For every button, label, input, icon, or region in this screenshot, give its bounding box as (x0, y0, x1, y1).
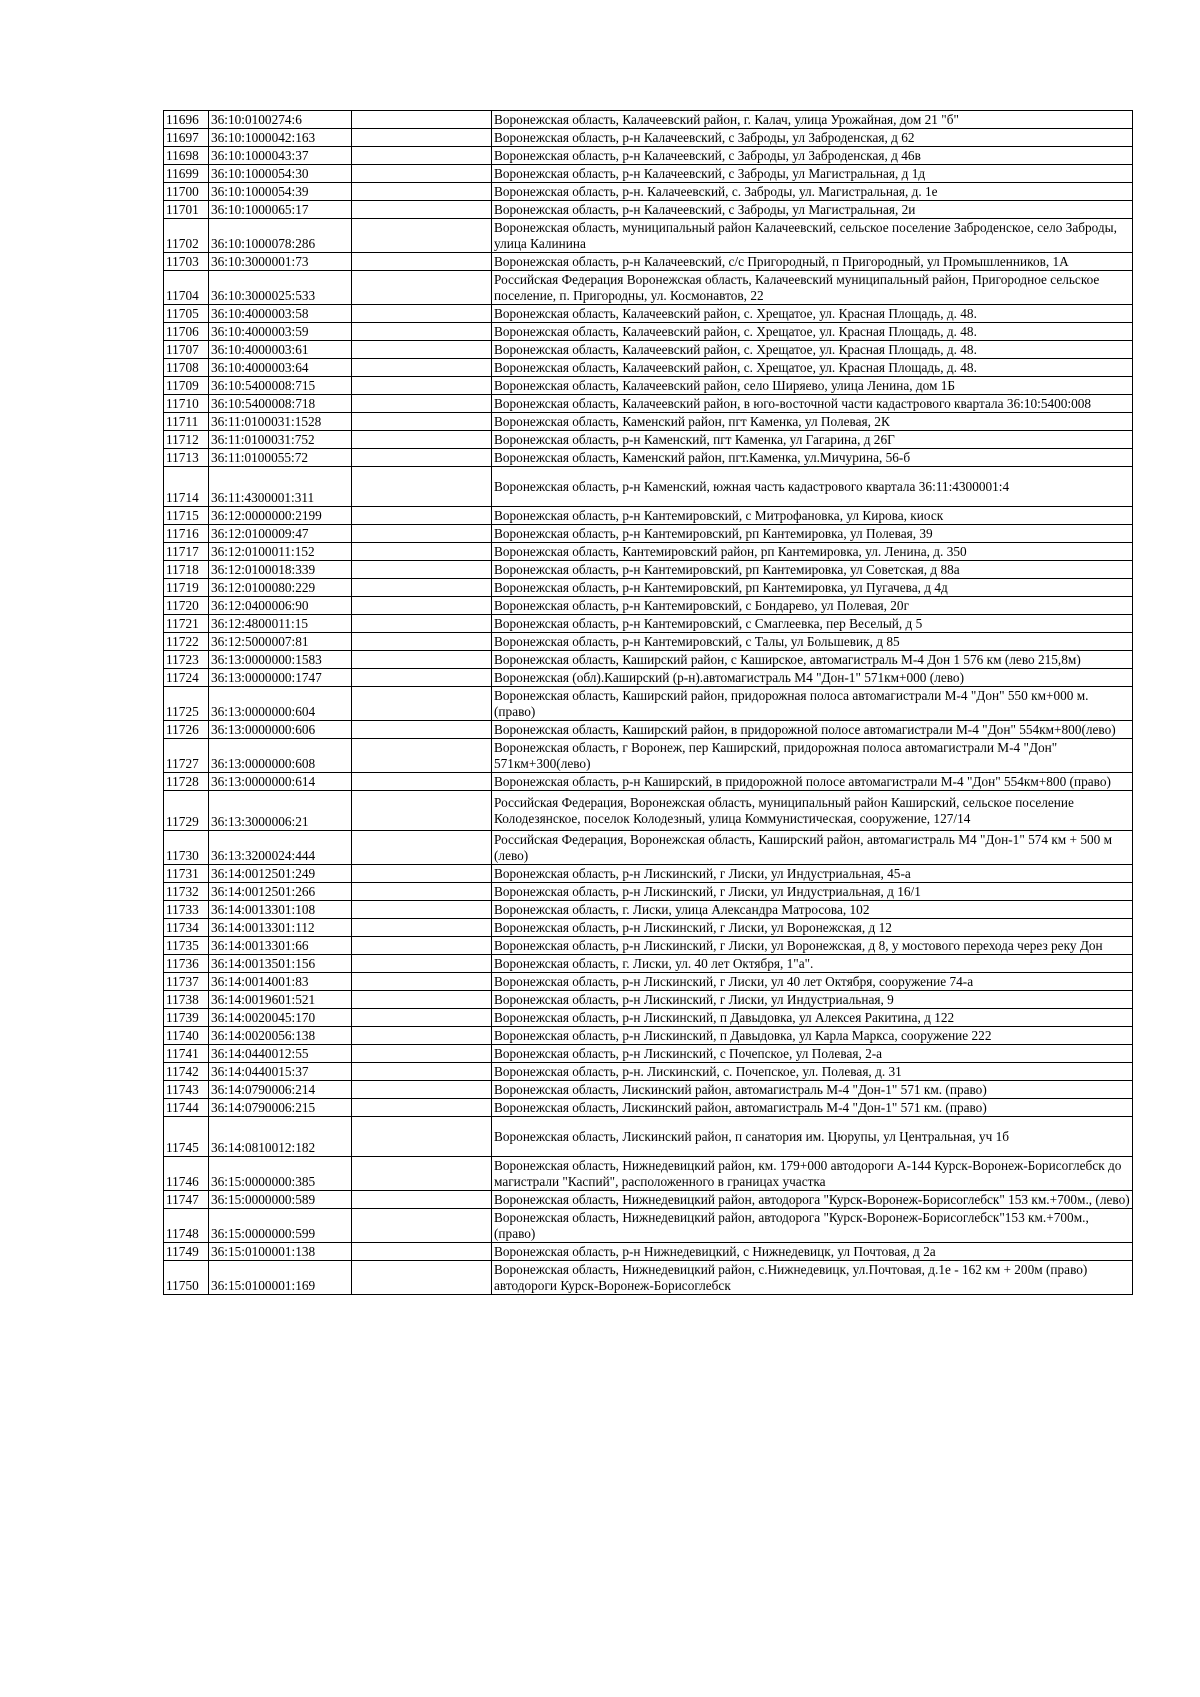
row-number-cell: 11733 (164, 901, 209, 919)
row-number-cell: 11720 (164, 597, 209, 615)
cadastral-number-cell: 36:12:0100011:152 (209, 543, 352, 561)
table-row (164, 1027, 1133, 1045)
table-row (164, 1009, 1133, 1027)
address-cell: Воронежская область, р-н Кантемировский, рп Кантемировка, ул Полевая, 39 (492, 525, 1133, 543)
row-number-cell: 11746 (164, 1157, 209, 1191)
row-number-cell: 11706 (164, 323, 209, 341)
address-cell: Воронежская область, Калачеевский район, с. Хрещатое, ул. Красная Площадь, д. 48. (492, 359, 1133, 377)
cadastral-number-cell: 36:10:0100274:6 (209, 111, 352, 129)
address-cell: Российская Федерация, Воронежская область, муниципальный район Каширский, сельское поселение Колодезянское, поселок Колодезный, улица Коммунистическая, сооружение, 127/14 (492, 791, 1133, 831)
empty-cell (352, 597, 492, 615)
address-cell: Воронежская область, Лискинский район, п санатория им. Цюрупы, ул Центральная, уч 1б (492, 1117, 1133, 1157)
cadastral-number-cell: 36:11:0100055:72 (209, 449, 352, 467)
row-number-cell: 11713 (164, 449, 209, 467)
empty-cell (352, 341, 492, 359)
address-cell: Воронежская область, р-н Кантемировский, рп Кантемировка, ул Пугачева, д 4д (492, 579, 1133, 597)
address-cell: Воронежская область, г. Лиски, улица Александра Матросова, 102 (492, 901, 1133, 919)
address-cell: Воронежская область, р-н Лискинский, с Почепское, ул Полевая, 2-а (492, 1045, 1133, 1063)
empty-cell (352, 721, 492, 739)
empty-cell (352, 669, 492, 687)
cadastral-number-cell: 36:14:0020045:170 (209, 1009, 352, 1027)
row-number-cell: 11718 (164, 561, 209, 579)
address-cell: Воронежская область, р-н Лискинский, г Лиски, ул Индустриальная, д 16/1 (492, 883, 1133, 901)
address-cell: Воронежская область, Каменский район, пгт.Каменка, ул.Мичурина, 56-б (492, 449, 1133, 467)
cadastral-number-cell: 36:12:0400006:90 (209, 597, 352, 615)
cadastral-number-cell: 36:13:3000006:21 (209, 791, 352, 831)
table-row (164, 271, 1133, 305)
empty-cell (352, 739, 492, 773)
cadastral-number-cell: 36:10:1000054:30 (209, 165, 352, 183)
empty-cell (352, 973, 492, 991)
row-number-cell: 11745 (164, 1117, 209, 1157)
empty-cell (352, 773, 492, 791)
row-number-cell: 11737 (164, 973, 209, 991)
address-cell: Воронежская область, Лискинский район, автомагистраль М-4 "Дон-1" 571 км. (право) (492, 1099, 1133, 1117)
table-row (164, 449, 1133, 467)
cadastral-number-cell: 36:13:0000000:614 (209, 773, 352, 791)
address-cell: Воронежская область, р-н Лискинский, г Лиски, ул 40 лет Октября, сооружение 74-а (492, 973, 1133, 991)
row-number-cell: 11707 (164, 341, 209, 359)
empty-cell (352, 831, 492, 865)
address-cell: Воронежская область, Нижнедевицкий район, автодорога "Курск-Воронеж-Борисоглебск" 153 км.+700м., (лево) (492, 1191, 1133, 1209)
empty-cell (352, 1009, 492, 1027)
cadastral-number-cell: 36:10:1000043:37 (209, 147, 352, 165)
table-row (164, 377, 1133, 395)
table-row (164, 721, 1133, 739)
table-row (164, 525, 1133, 543)
row-number-cell: 11729 (164, 791, 209, 831)
table-row (164, 305, 1133, 323)
address-cell: Воронежская область, р-н Калачеевский, с Заброды, ул Магистральная, 2и (492, 201, 1133, 219)
table-row (164, 831, 1133, 865)
table-row (164, 773, 1133, 791)
row-number-cell: 11697 (164, 129, 209, 147)
cadastral-number-cell: 36:15:0100001:138 (209, 1243, 352, 1261)
address-cell: Воронежская область, р-н Калачеевский, с Заброды, ул Заброденская, д 62 (492, 129, 1133, 147)
table-row (164, 579, 1133, 597)
empty-cell (352, 1081, 492, 1099)
table-row (164, 413, 1133, 431)
row-number-cell: 11742 (164, 1063, 209, 1081)
cadastral-number-cell: 36:14:0790006:214 (209, 1081, 352, 1099)
cadastral-number-cell: 36:12:0100009:47 (209, 525, 352, 543)
empty-cell (352, 1117, 492, 1157)
cadastral-number-cell: 36:14:0440015:37 (209, 1063, 352, 1081)
row-number-cell: 11710 (164, 395, 209, 413)
table-row (164, 359, 1133, 377)
empty-cell (352, 449, 492, 467)
cadastral-number-cell: 36:13:0000000:604 (209, 687, 352, 721)
table-row (164, 201, 1133, 219)
row-number-cell: 11731 (164, 865, 209, 883)
empty-cell (352, 377, 492, 395)
table-row (164, 1157, 1133, 1191)
table-row (164, 323, 1133, 341)
table-row (164, 341, 1133, 359)
row-number-cell: 11734 (164, 919, 209, 937)
table-row (164, 1261, 1133, 1295)
table-row (164, 1081, 1133, 1099)
table-row (164, 973, 1133, 991)
row-number-cell: 11712 (164, 431, 209, 449)
cadastral-number-cell: 36:14:0020056:138 (209, 1027, 352, 1045)
table-row (164, 165, 1133, 183)
address-cell: Воронежская область, р-н Лискинский, г Лиски, ул Индустриальная, 45-а (492, 865, 1133, 883)
address-cell: Воронежская область, р-н Кантемировский, с Бондарево, ул Полевая, 20г (492, 597, 1133, 615)
empty-cell (352, 615, 492, 633)
cadastral-number-cell: 36:10:3000001:73 (209, 253, 352, 271)
address-cell: Воронежская область, р-н Лискинский, г Лиски, ул Воронежская, д 8, у мостового перехода через реку Дон (492, 937, 1133, 955)
empty-cell (352, 507, 492, 525)
row-number-cell: 11730 (164, 831, 209, 865)
table-row (164, 147, 1133, 165)
cadastral-number-cell: 36:10:5400008:715 (209, 377, 352, 395)
empty-cell (352, 253, 492, 271)
address-cell: Воронежская область, Нижнедевицкий район, км. 179+000 автодороги А-144 Курск-Воронеж-Борисоглебск до магистрали "Каспий", расположенного в границах участка (492, 1157, 1133, 1191)
cadastral-number-cell: 36:14:0013301:108 (209, 901, 352, 919)
empty-cell (352, 1045, 492, 1063)
empty-cell (352, 1099, 492, 1117)
cadastral-number-cell: 36:14:0013301:112 (209, 919, 352, 937)
cadastral-number-cell: 36:10:1000054:39 (209, 183, 352, 201)
address-cell: Воронежская область, Калачеевский район, г. Калач, улица Урожайная, дом 21 "б" (492, 111, 1133, 129)
row-number-cell: 11724 (164, 669, 209, 687)
address-cell: Воронежская область, Каменский район, пгт Каменка, ул Полевая, 2К (492, 413, 1133, 431)
row-number-cell: 11726 (164, 721, 209, 739)
empty-cell (352, 919, 492, 937)
row-number-cell: 11722 (164, 633, 209, 651)
empty-cell (352, 147, 492, 165)
cadastral-number-cell: 36:15:0100001:169 (209, 1261, 352, 1295)
cadastral-number-cell: 36:15:0000000:385 (209, 1157, 352, 1191)
address-cell: Воронежская область, р-н Кантемировский, с Смаглеевка, пер Веселый, д 5 (492, 615, 1133, 633)
empty-cell (352, 413, 492, 431)
address-cell: Воронежская (обл).Каширский (р-н).автомагистраль М4 "Дон-1" 571км+000 (лево) (492, 669, 1133, 687)
address-cell: Воронежская область, муниципальный район Калачеевский, сельское поселение Заброденское, село Заброды, улица Калинина (492, 219, 1133, 253)
empty-cell (352, 901, 492, 919)
cadastral-number-cell: 36:14:0012501:266 (209, 883, 352, 901)
address-cell: Воронежская область, р-н Лискинский, г Лиски, ул Воронежская, д 12 (492, 919, 1133, 937)
empty-cell (352, 201, 492, 219)
cadastral-number-cell: 36:10:4000003:58 (209, 305, 352, 323)
row-number-cell: 11715 (164, 507, 209, 525)
empty-cell (352, 865, 492, 883)
row-number-cell: 11705 (164, 305, 209, 323)
table-row (164, 129, 1133, 147)
table-row (164, 687, 1133, 721)
address-cell: Воронежская область, р-н. Калачеевский, с. Заброды, ул. Магистральная, д. 1е (492, 183, 1133, 201)
address-cell: Воронежская область, Калачеевский район, село Ширяево, улица Ленина, дом 1Б (492, 377, 1133, 395)
row-number-cell: 11711 (164, 413, 209, 431)
row-number-cell: 11725 (164, 687, 209, 721)
row-number-cell: 11696 (164, 111, 209, 129)
address-cell: Российская Федерация Воронежская область, Калачеевский муниципальный район, Пригородное сельское поселение, п. Пригородны, ул. Космонавтов, 22 (492, 271, 1133, 305)
cadastral-number-cell: 36:14:0019601:521 (209, 991, 352, 1009)
address-cell: Воронежская область, р-н Калачеевский, с Заброды, ул Магистральная, д 1д (492, 165, 1133, 183)
empty-cell (352, 1209, 492, 1243)
address-cell: Воронежская область, Калачеевский район, с. Хрещатое, ул. Красная Площадь, д. 48. (492, 341, 1133, 359)
address-cell: Воронежская область, р-н Калачеевский, с/с Пригородный, п Пригородный, ул Промышленников, 1А (492, 253, 1133, 271)
row-number-cell: 11735 (164, 937, 209, 955)
address-cell: Воронежская область, Кантемировский район, рп Кантемировка, ул. Ленина, д. 350 (492, 543, 1133, 561)
row-number-cell: 11719 (164, 579, 209, 597)
address-cell: Воронежская область, Нижнедевицкий район, с.Нижнедевицк, ул.Почтовая, д.1е - 162 км + 200м (право) автодороги Курск-Воронеж-Борисоглебск (492, 1261, 1133, 1295)
table-row (164, 111, 1133, 129)
address-cell: Воронежская область, р-н Каменский, пгт Каменка, ул Гагарина, д 26Г (492, 431, 1133, 449)
empty-cell (352, 791, 492, 831)
table-row (164, 955, 1133, 973)
cadastral-number-cell: 36:14:0013301:66 (209, 937, 352, 955)
empty-cell (352, 955, 492, 973)
row-number-cell: 11739 (164, 1009, 209, 1027)
registry-table (163, 110, 1133, 1295)
address-cell: Воронежская область, р-н Лискинский, г Лиски, ул Индустриальная, 9 (492, 991, 1133, 1009)
cadastral-number-cell: 36:15:0000000:589 (209, 1191, 352, 1209)
table-row (164, 395, 1133, 413)
address-cell: Воронежская область, р-н Каширский, в придорожной полосе автомагистрали М-4 "Дон" 554км+800 (право) (492, 773, 1133, 791)
address-cell: Воронежская область, р-н Кантемировский, рп Кантемировка, ул Советская, д 88а (492, 561, 1133, 579)
address-cell: Воронежская область, р-н Калачеевский, с Заброды, ул Заброденская, д 46в (492, 147, 1133, 165)
empty-cell (352, 883, 492, 901)
cadastral-number-cell: 36:10:1000078:286 (209, 219, 352, 253)
row-number-cell: 11723 (164, 651, 209, 669)
address-cell: Воронежская область, р-н Каменский, южная часть кадастрового квартала 36:11:4300001:4 (492, 467, 1133, 507)
address-cell: Воронежская область, Каширский район, в придорожной полосе автомагистрали М-4 "Дон" 554км+800(лево) (492, 721, 1133, 739)
address-cell: Воронежская область, г Воронеж, пер Каширский, придорожная полоса автомагистрали М-4 "Дон" 571км+300(лево) (492, 739, 1133, 773)
empty-cell (352, 305, 492, 323)
empty-cell (352, 1027, 492, 1045)
row-number-cell: 11750 (164, 1261, 209, 1295)
row-number-cell: 11728 (164, 773, 209, 791)
empty-cell (352, 219, 492, 253)
table-row (164, 1099, 1133, 1117)
empty-cell (352, 525, 492, 543)
empty-cell (352, 561, 492, 579)
empty-cell (352, 1243, 492, 1261)
cadastral-number-cell: 36:10:3000025:533 (209, 271, 352, 305)
cadastral-number-cell: 36:10:4000003:64 (209, 359, 352, 377)
cadastral-number-cell: 36:14:0790006:215 (209, 1099, 352, 1117)
address-cell: Воронежская область, Калачеевский район, с. Хрещатое, ул. Красная Площадь, д. 48. (492, 323, 1133, 341)
empty-cell (352, 579, 492, 597)
table-row (164, 937, 1133, 955)
empty-cell (352, 165, 492, 183)
address-cell: Воронежская область, Каширский район, с Каширское, автомагистраль М-4 Дон 1 576 км (лево 215,8м) (492, 651, 1133, 669)
empty-cell (352, 991, 492, 1009)
cadastral-number-cell: 36:14:0440012:55 (209, 1045, 352, 1063)
table-row (164, 1243, 1133, 1261)
address-cell: Воронежская область, р-н Кантемировский, с Талы, ул Большевик, д 85 (492, 633, 1133, 651)
cadastral-number-cell: 36:14:0810012:182 (209, 1117, 352, 1157)
table-row (164, 615, 1133, 633)
row-number-cell: 11717 (164, 543, 209, 561)
cadastral-number-cell: 36:13:0000000:608 (209, 739, 352, 773)
cadastral-number-cell: 36:12:0000000:2199 (209, 507, 352, 525)
table-row (164, 219, 1133, 253)
empty-cell (352, 359, 492, 377)
address-cell: Российская Федерация, Воронежская область, Каширский район, автомагистраль М4 "Дон-1" 574 км + 500 м (лево) (492, 831, 1133, 865)
address-cell: Воронежская область, р-н Лискинский, п Давыдовка, ул Алексея Ракитина, д 122 (492, 1009, 1133, 1027)
table-row (164, 183, 1133, 201)
cadastral-number-cell: 36:10:4000003:59 (209, 323, 352, 341)
address-cell: Воронежская область, р-н Лискинский, п Давыдовка, ул Карла Маркса, сооружение 222 (492, 1027, 1133, 1045)
table-row (164, 543, 1133, 561)
table-row (164, 431, 1133, 449)
empty-cell (352, 651, 492, 669)
table-row (164, 651, 1133, 669)
row-number-cell: 11749 (164, 1243, 209, 1261)
cadastral-number-cell: 36:14:0014001:83 (209, 973, 352, 991)
table-row (164, 991, 1133, 1009)
cadastral-number-cell: 36:11:0100031:752 (209, 431, 352, 449)
address-cell: Воронежская область, Каширский район, придорожная полоса автомагистрали М-4 "Дон" 550 км+000 м. (право) (492, 687, 1133, 721)
row-number-cell: 11732 (164, 883, 209, 901)
table-row (164, 865, 1133, 883)
row-number-cell: 11700 (164, 183, 209, 201)
empty-cell (352, 431, 492, 449)
table-row (164, 669, 1133, 687)
empty-cell (352, 129, 492, 147)
empty-cell (352, 323, 492, 341)
table-row (164, 1209, 1133, 1243)
cadastral-number-cell: 36:13:3200024:444 (209, 831, 352, 865)
table-row (164, 791, 1133, 831)
table-row (164, 507, 1133, 525)
row-number-cell: 11721 (164, 615, 209, 633)
row-number-cell: 11699 (164, 165, 209, 183)
table-row (164, 1045, 1133, 1063)
table-row (164, 467, 1133, 507)
empty-cell (352, 1191, 492, 1209)
table-row (164, 597, 1133, 615)
cadastral-number-cell: 36:10:4000003:61 (209, 341, 352, 359)
cadastral-number-cell: 36:13:0000000:1583 (209, 651, 352, 669)
cadastral-number-cell: 36:12:0100018:339 (209, 561, 352, 579)
cadastral-number-cell: 36:12:4800011:15 (209, 615, 352, 633)
empty-cell (352, 467, 492, 507)
row-number-cell: 11744 (164, 1099, 209, 1117)
row-number-cell: 11748 (164, 1209, 209, 1243)
cadastral-number-cell: 36:10:1000065:17 (209, 201, 352, 219)
cadastral-number-cell: 36:15:0000000:599 (209, 1209, 352, 1243)
address-cell: Воронежская область, Нижнедевицкий район, автодорога "Курск-Воронеж-Борисоглебск"153 км.+700м., (право) (492, 1209, 1133, 1243)
table-row (164, 633, 1133, 651)
row-number-cell: 11738 (164, 991, 209, 1009)
cadastral-number-cell: 36:10:5400008:718 (209, 395, 352, 413)
address-cell: Воронежская область, г. Лиски, ул. 40 лет Октября, 1"а". (492, 955, 1133, 973)
address-cell: Воронежская область, р-н. Лискинский, с. Почепское, ул. Полевая, д. 31 (492, 1063, 1133, 1081)
table-row (164, 919, 1133, 937)
table-row (164, 883, 1133, 901)
cadastral-number-cell: 36:10:1000042:163 (209, 129, 352, 147)
empty-cell (352, 1063, 492, 1081)
row-number-cell: 11703 (164, 253, 209, 271)
table-row (164, 1117, 1133, 1157)
empty-cell (352, 1261, 492, 1295)
row-number-cell: 11698 (164, 147, 209, 165)
row-number-cell: 11736 (164, 955, 209, 973)
empty-cell (352, 543, 492, 561)
cadastral-number-cell: 36:14:0013501:156 (209, 955, 352, 973)
cadastral-number-cell: 36:11:4300001:311 (209, 467, 352, 507)
row-number-cell: 11708 (164, 359, 209, 377)
row-number-cell: 11741 (164, 1045, 209, 1063)
empty-cell (352, 1157, 492, 1191)
row-number-cell: 11704 (164, 271, 209, 305)
empty-cell (352, 687, 492, 721)
empty-cell (352, 111, 492, 129)
table-row (164, 561, 1133, 579)
row-number-cell: 11709 (164, 377, 209, 395)
row-number-cell: 11701 (164, 201, 209, 219)
table-row (164, 901, 1133, 919)
table-row (164, 253, 1133, 271)
address-cell: Воронежская область, р-н Нижнедевицкий, с Нижнедевицк, ул Почтовая, д 2а (492, 1243, 1133, 1261)
row-number-cell: 11716 (164, 525, 209, 543)
empty-cell (352, 183, 492, 201)
empty-cell (352, 395, 492, 413)
row-number-cell: 11727 (164, 739, 209, 773)
cadastral-number-cell: 36:11:0100031:1528 (209, 413, 352, 431)
row-number-cell: 11714 (164, 467, 209, 507)
address-cell: Воронежская область, Калачеевский район, в юго-восточной части кадастрового квартала 36:10:5400:008 (492, 395, 1133, 413)
address-cell: Воронежская область, р-н Кантемировский, с Митрофановка, ул Кирова, киоск (492, 507, 1133, 525)
table-row (164, 1063, 1133, 1081)
table-row (164, 1191, 1133, 1209)
cadastral-number-cell: 36:14:0012501:249 (209, 865, 352, 883)
row-number-cell: 11747 (164, 1191, 209, 1209)
cadastral-number-cell: 36:12:0100080:229 (209, 579, 352, 597)
cadastral-number-cell: 36:13:0000000:606 (209, 721, 352, 739)
empty-cell (352, 937, 492, 955)
row-number-cell: 11740 (164, 1027, 209, 1045)
address-cell: Воронежская область, Лискинский район, автомагистраль М-4 "Дон-1" 571 км. (право) (492, 1081, 1133, 1099)
row-number-cell: 11702 (164, 219, 209, 253)
registry-table-body (164, 111, 1133, 1295)
table-row (164, 739, 1133, 773)
cadastral-number-cell: 36:12:5000007:81 (209, 633, 352, 651)
address-cell: Воронежская область, Калачеевский район, с. Хрещатое, ул. Красная Площадь, д. 48. (492, 305, 1133, 323)
cadastral-number-cell: 36:13:0000000:1747 (209, 669, 352, 687)
empty-cell (352, 633, 492, 651)
row-number-cell: 11743 (164, 1081, 209, 1099)
empty-cell (352, 271, 492, 305)
